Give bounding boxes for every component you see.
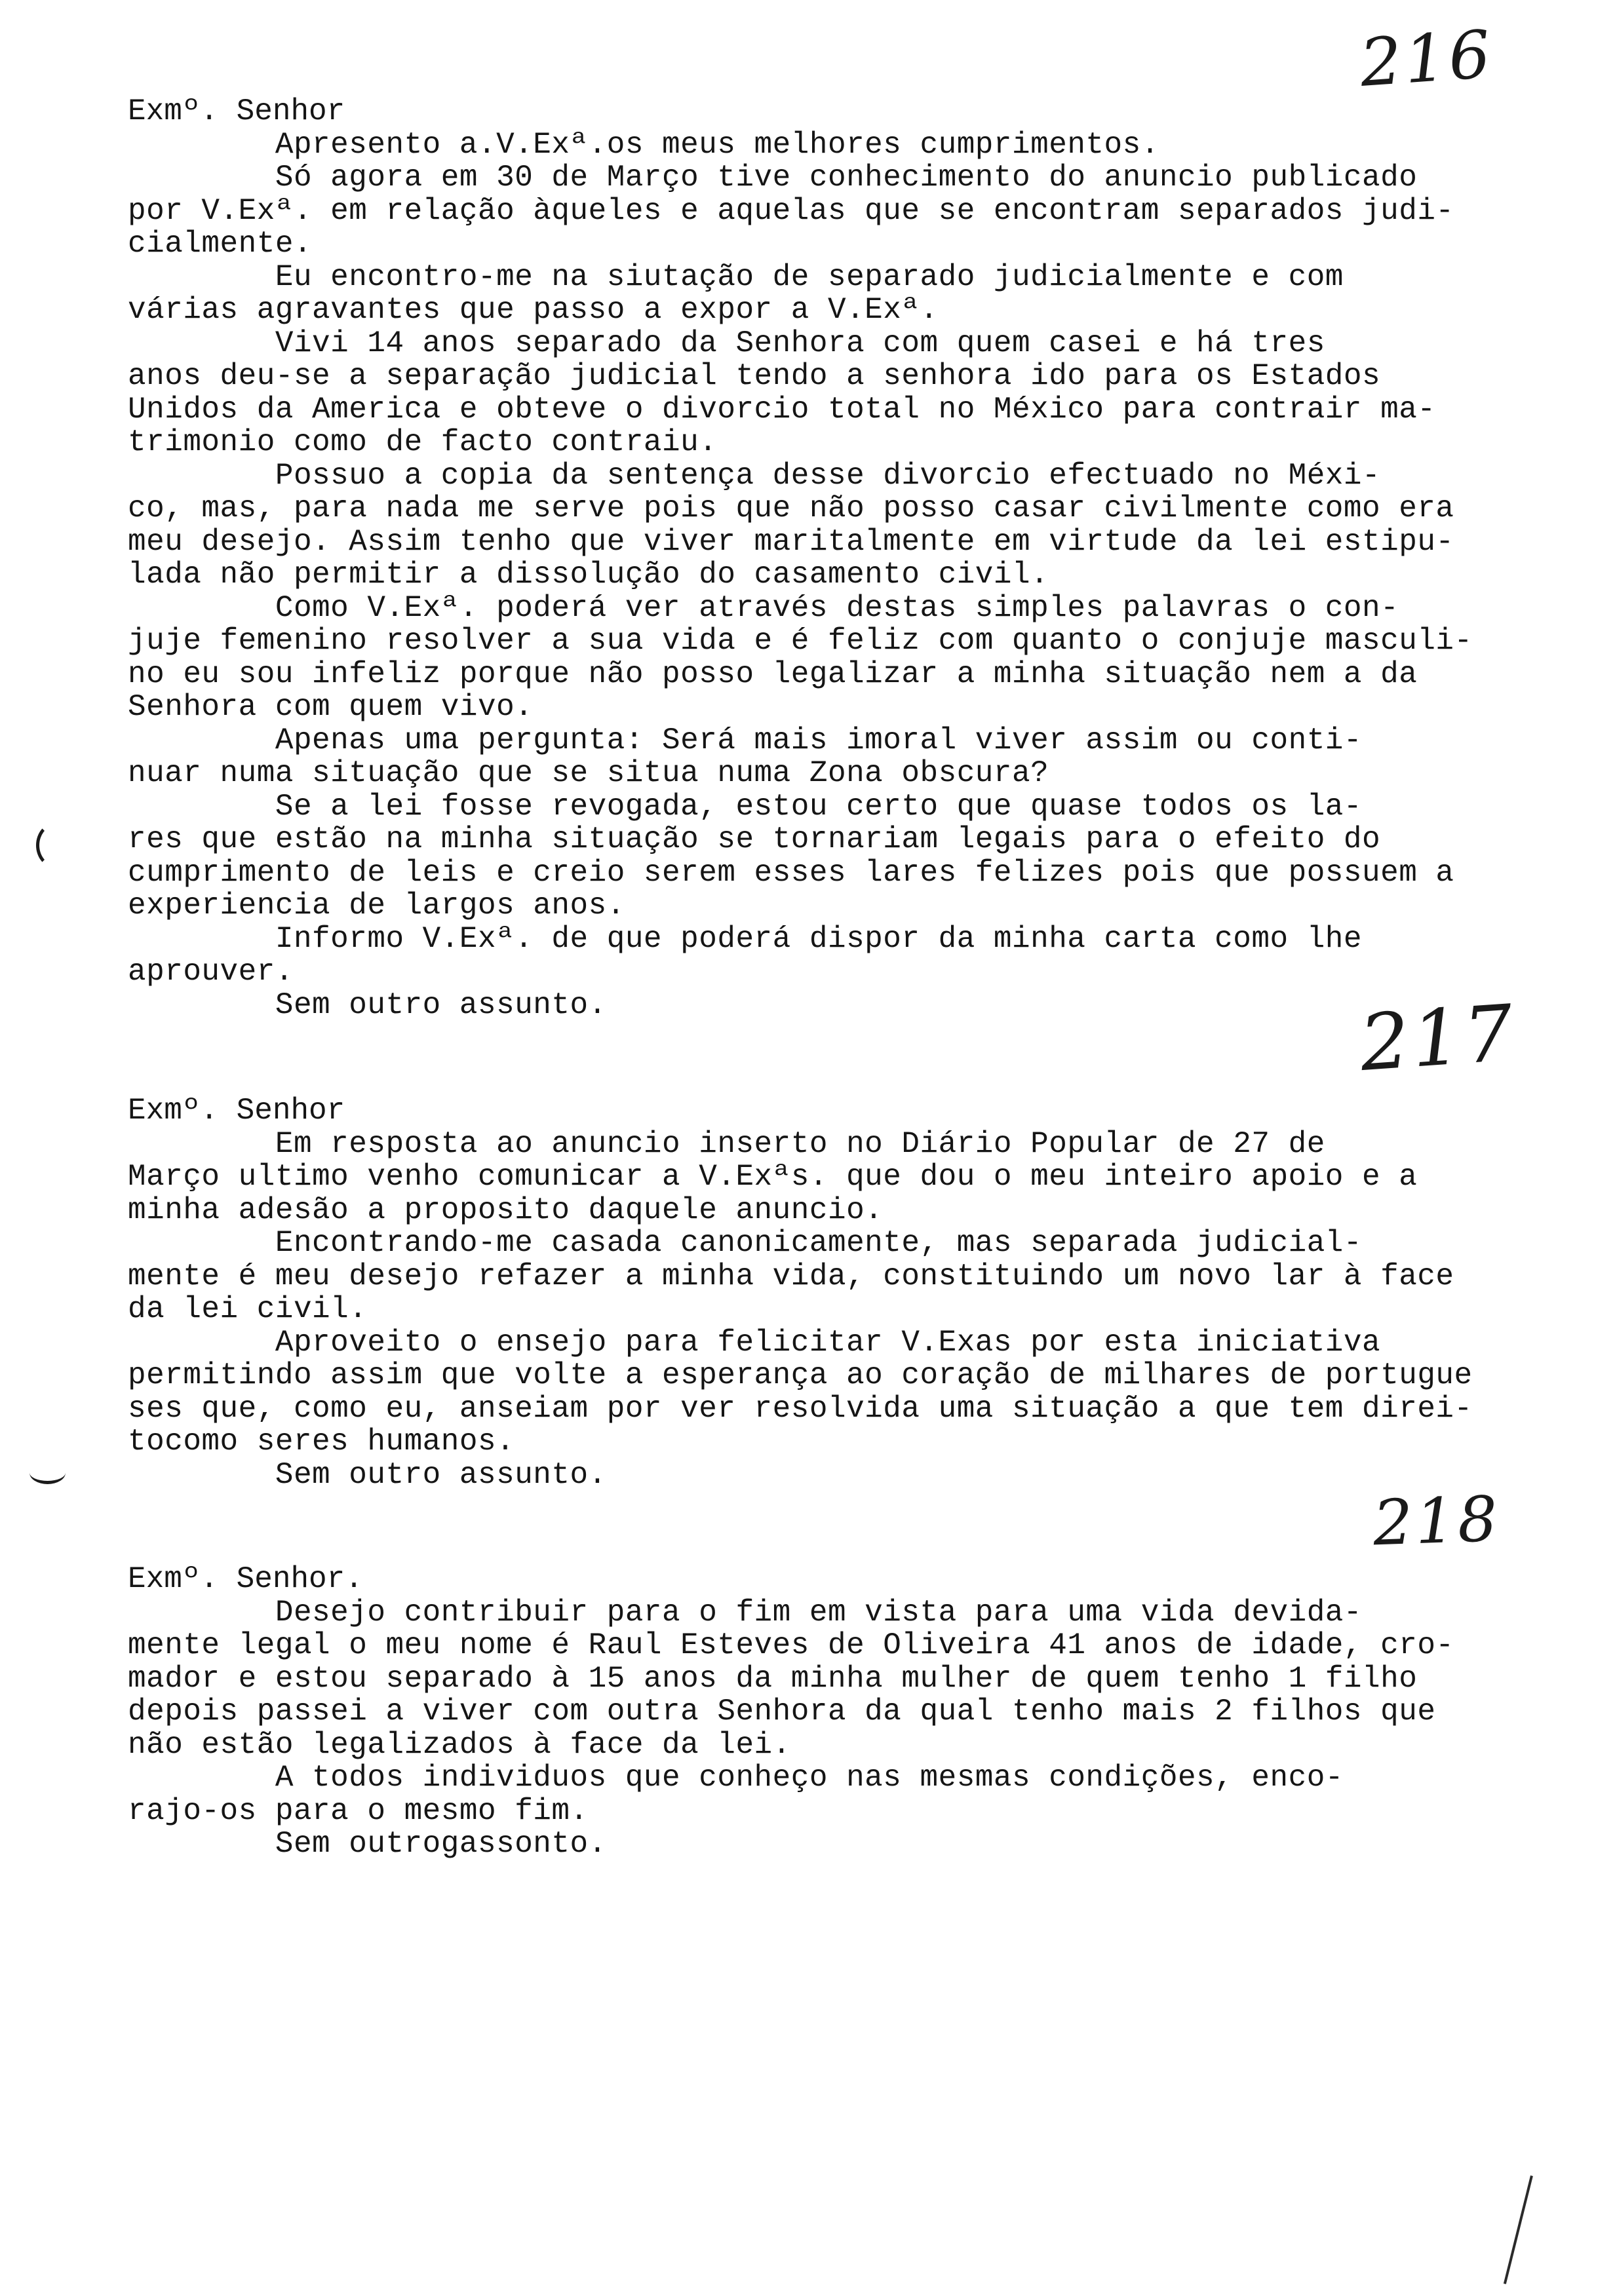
text-line: meu desejo. Assim tenho que viver maritalmente em virtude da lei estipu- [128, 524, 1454, 559]
text-line: Apenas uma pergunta: Será mais imoral viver assim ou conti- [128, 723, 1363, 757]
text-line: Desejo contribuir para o fim em vista para uma vida devida- [128, 1595, 1363, 1630]
text-line: no eu sou infeliz porque não posso legalizar a minha situação nem a da [128, 657, 1418, 691]
text-line: Apresento a.V.Exª.os meus melhores cumprimentos. [128, 127, 1159, 162]
text-line: permitindo assim que volte a esperança ao coração de milhares de portugue [128, 1358, 1473, 1392]
text-line: Se a lei fosse revogada, estou certo que quase todos os la- [128, 789, 1363, 824]
text-line: Vivi 14 anos separado da Senhora com quem casei e há tres [128, 326, 1325, 360]
salutation: Exmº. Senhor [128, 1094, 345, 1128]
text-line: Sem outro assunto. [128, 987, 607, 1022]
text-line: Em resposta ao anuncio inserto no Diário Popular de 27 de [128, 1126, 1325, 1161]
text-line: Sem outro assunto. [128, 1457, 607, 1492]
text-line: por V.Exª. em relação àqueles e aquelas que se encontram separados judi- [128, 193, 1454, 228]
text-line: Aproveito o ensejo para felicitar V.Exas por esta iniciativa [128, 1325, 1381, 1360]
text-line: várias agravantes que passo a expor a V.Exª. [128, 293, 939, 327]
text-line: Unidos da America e obteve o divorcio total no México para contrair ma- [128, 392, 1436, 427]
letter-3 [128, 1563, 1596, 1861]
text-line: trimonio como de facto contraiu. [128, 425, 718, 459]
text-line: cumprimento de leis e creio serem esses lares felizes pois que possuem a [128, 855, 1454, 890]
text-line: tocomo seres humanos. [128, 1425, 515, 1459]
text-line: Senhora com quem vivo. [128, 690, 534, 724]
text-line: Como V.Exª. poderá ver através destas simples palavras o con- [128, 590, 1399, 625]
text-line: Sem outrogassonto. [128, 1827, 607, 1861]
text-line: co, mas, para nada me serve pois que não posso casar civilmente como era [128, 491, 1454, 526]
salutation: Exmº. Senhor [128, 94, 345, 128]
folio-number: 217 [1357, 987, 1519, 1089]
margin-mark [36, 822, 75, 868]
text-line: Só agora em 30 de Março tive conhecimento do anuncio publicado [128, 161, 1418, 195]
text-line: Março ultimo venho comunicar a V.Exªs. que dou o meu inteiro apoio e a [128, 1160, 1418, 1194]
text-line: Eu encontro-me na siutação de separado judicialmente e com [128, 259, 1344, 294]
margin-mark [1504, 2175, 1533, 2284]
folio-number: 216 [1357, 16, 1496, 102]
text-line: aprouver. [128, 955, 294, 989]
text-line: experiencia de largos anos. [128, 889, 625, 923]
text-line: res que estão na minha situação se tornariam legais para o efeito do [128, 822, 1381, 856]
text-line: juje femenino resolver a sua vida e é feliz com quanto o conjuje masculi- [128, 624, 1473, 658]
folio-number: 218 [1372, 1483, 1502, 1560]
text-line: minha adesão a proposito daquele anuncio. [128, 1193, 884, 1227]
salutation: Exmº. Senhor. [128, 1562, 363, 1596]
text-line: cialmente. [128, 227, 313, 261]
text-line: Encontrando-me casada canonicamente, mas separada judicial- [128, 1226, 1363, 1260]
letter-2 [128, 1094, 1596, 1491]
text-line: anos deu-se a separação judicial tendo a senhora ido para os Estados [128, 359, 1381, 393]
text-line: ses que, como eu, anseiam por ver resolvida uma situação a que tem direi- [128, 1391, 1473, 1426]
text-line: nuar numa situação que se situa numa Zona obscura? [128, 756, 1049, 790]
text-line: Possuo a copia da sentença desse divorcio efectuado no Méxi- [128, 458, 1381, 493]
letter-1 [128, 95, 1596, 1022]
text-line: mente é meu desejo refazer a minha vida, constituindo um novo lar à face [128, 1259, 1454, 1293]
text-line: mador e estou separado à 15 anos da minha mulher de quem tenho 1 filho [128, 1661, 1418, 1696]
text-line: Informo V.Exª. de que poderá dispor da minha carta como lhe [128, 921, 1363, 956]
text-line: depois passei a viver com outra Senhora da qual tenho mais 2 filhos que [128, 1694, 1436, 1729]
margin-mark [29, 1461, 66, 1484]
text-line: A todos individuos que conheço nas mesmas condições, enco- [128, 1761, 1344, 1795]
text-line: da lei civil. [128, 1292, 368, 1326]
text-line: rajo-os para o mesmo fim. [128, 1793, 589, 1828]
text-line: não estão legalizados à face da lei. [128, 1727, 791, 1762]
text-line: lada não permitir a dissolução do casamento civil. [128, 558, 1049, 592]
text-line: mente legal o meu nome é Raul Esteves de Oliveira 41 anos de idade, cro- [128, 1628, 1454, 1662]
